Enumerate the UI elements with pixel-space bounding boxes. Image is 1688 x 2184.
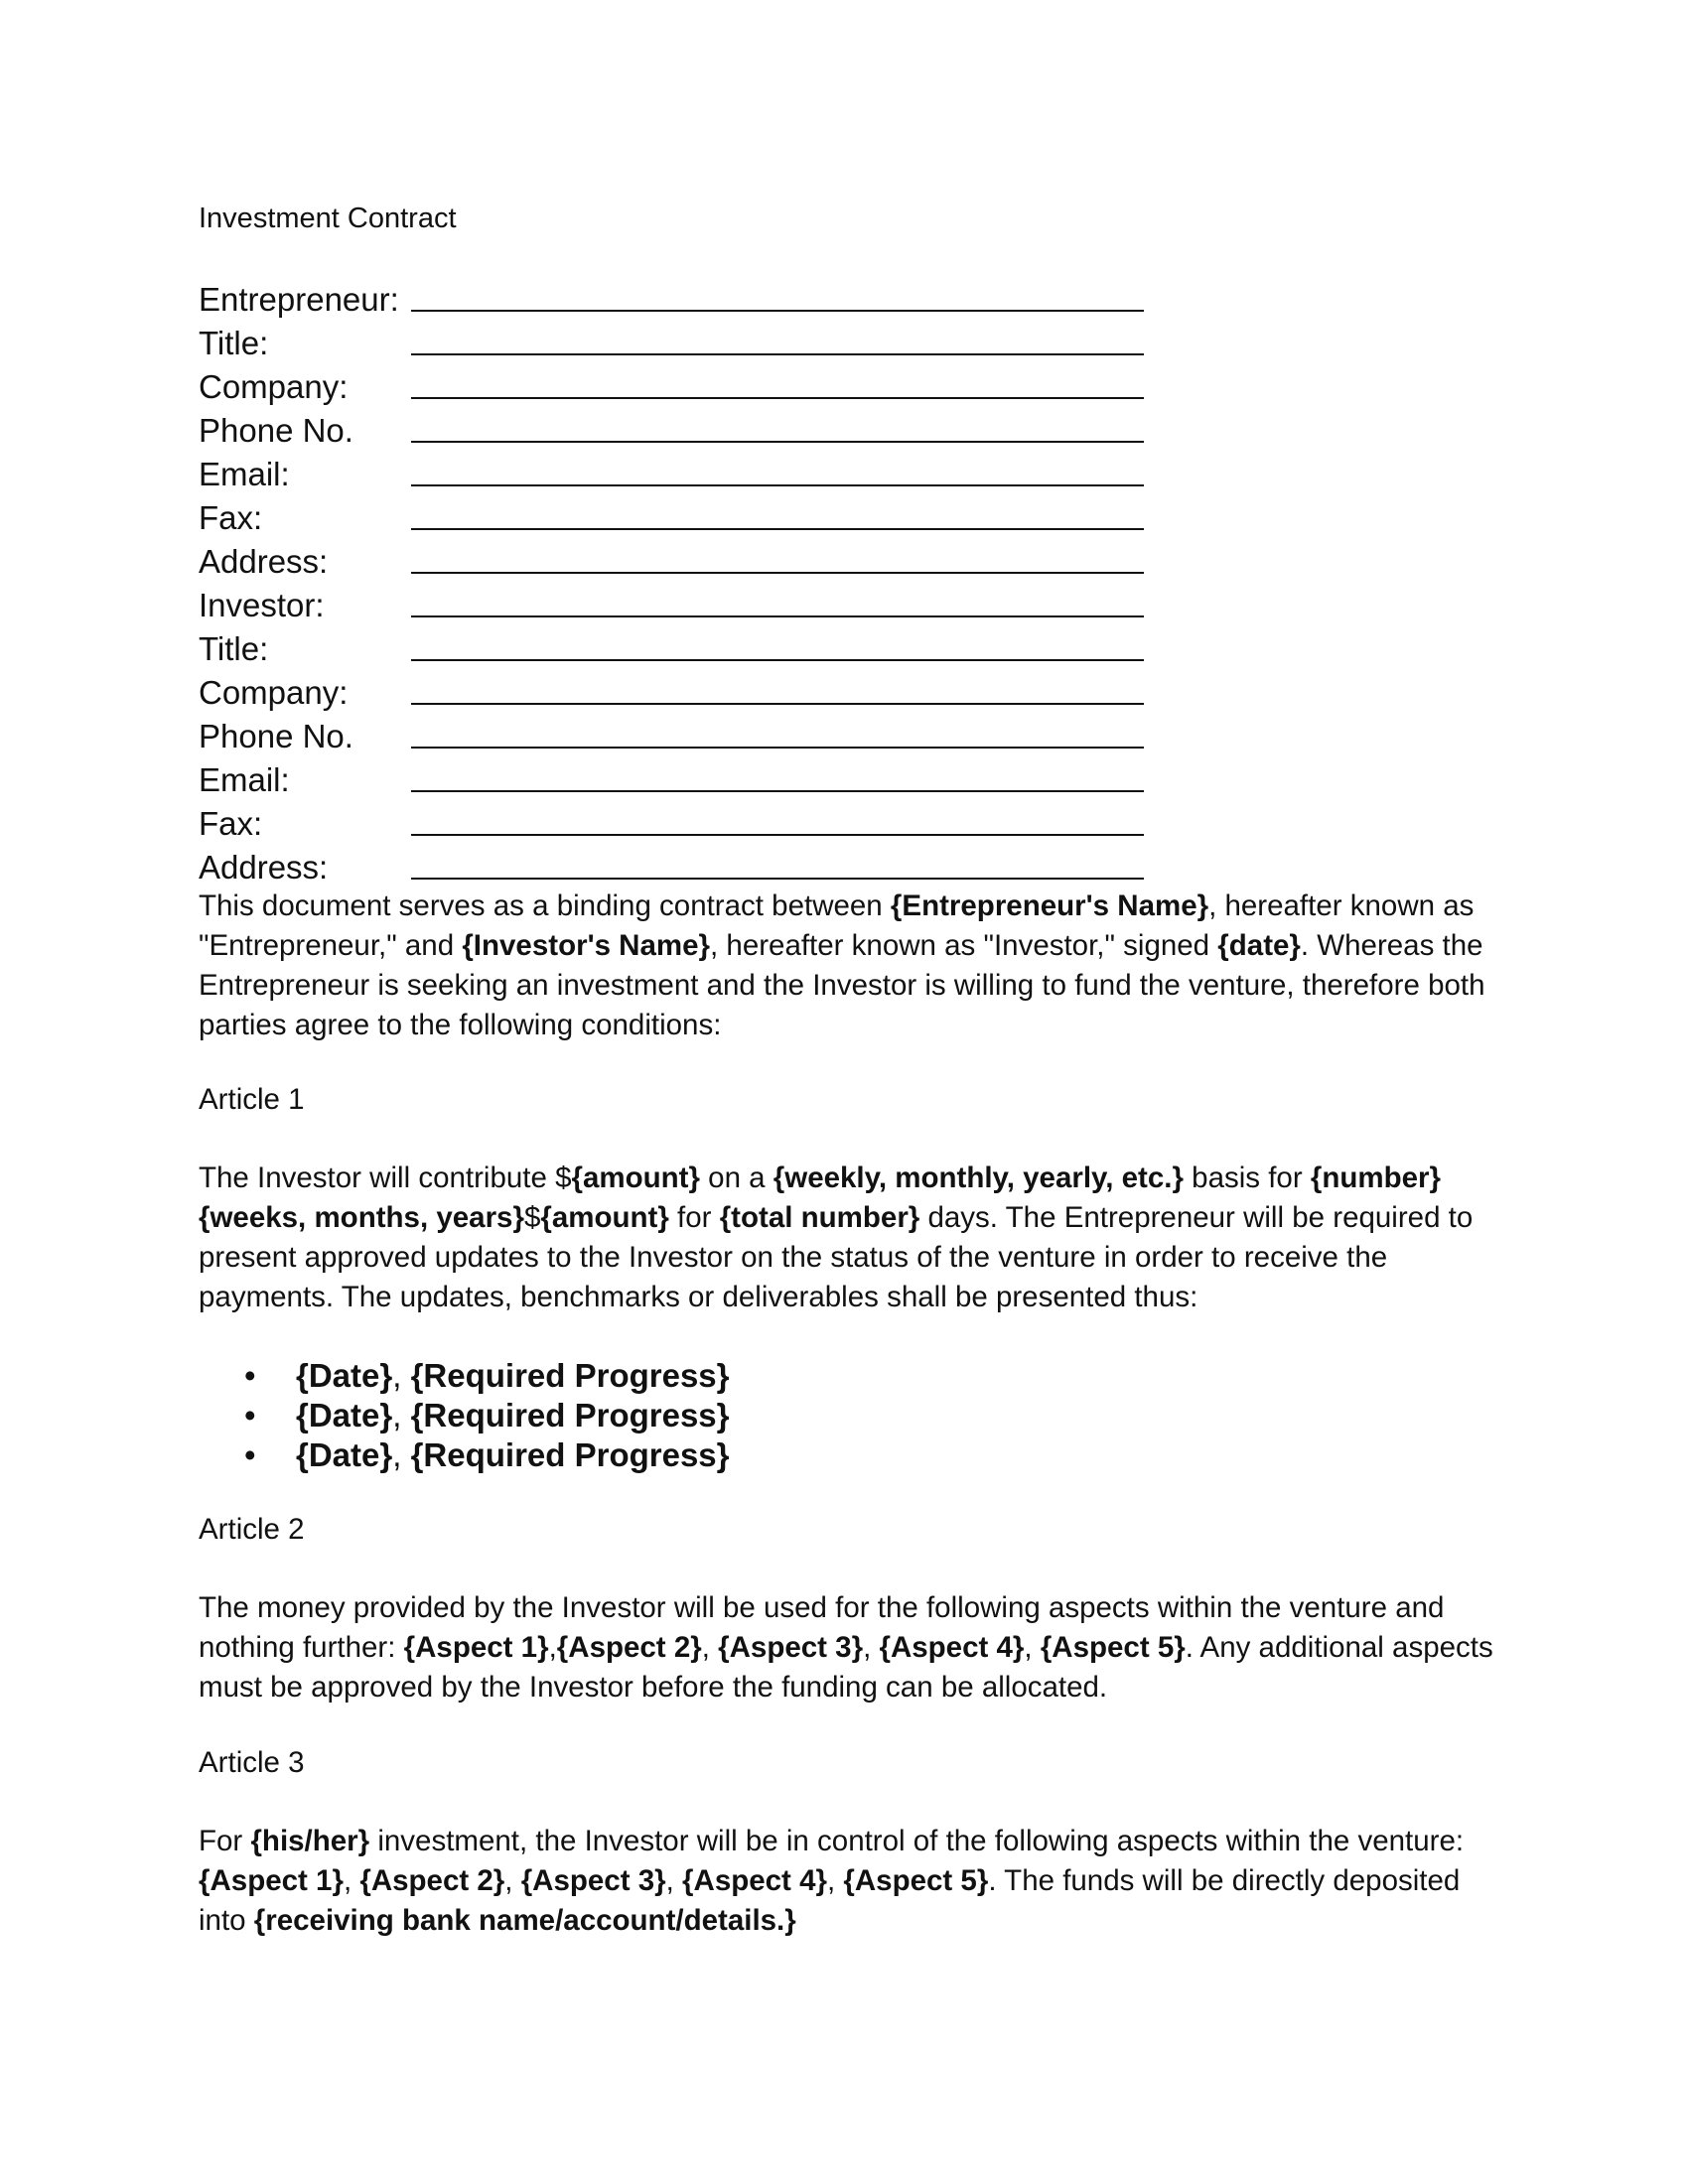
article-1-text-1: The Investor will contribute $ [199, 1161, 572, 1194]
article-1-paragraph [199, 1159, 1499, 1317]
article-2-text [199, 1588, 1499, 1707]
separator: , [392, 1397, 411, 1433]
placeholder-aspect-1: {Aspect 1} [199, 1864, 344, 1897]
field-blank-line[interactable] [411, 615, 1144, 617]
placeholder-aspect-4: {Aspect 4} [682, 1864, 827, 1897]
article-3-text-2: investment, the Investor will be in control of the following aspects within the venture: [369, 1825, 1465, 1857]
bullet-icon: • [244, 1397, 256, 1433]
separator: , [392, 1357, 411, 1394]
intro-paragraph [199, 887, 1499, 1045]
placeholder-aspect-1: {Aspect 1} [403, 1631, 549, 1664]
intro-text-1: This document serves as a binding contract between [199, 889, 891, 922]
field-blank-line[interactable] [411, 659, 1144, 661]
field-label: Entrepreneur: [199, 281, 399, 318]
article-1-heading: Article 1 [199, 1083, 305, 1116]
progress-entry [296, 1435, 730, 1475]
separator: , [504, 1864, 521, 1897]
placeholder-date: {Date} [296, 1357, 393, 1394]
article-1-text-7: days. The Entrepreneur will be required to present approved updates to the Investor on the status of the venture in order to receive the payments. The updates, benchmarks or deliverables shall be presented thus: [199, 1201, 1474, 1313]
article-3-paragraph [199, 1822, 1499, 1941]
field-entrepreneur-company [199, 367, 1152, 411]
field-investor [199, 586, 1152, 629]
field-label: Title: [199, 630, 269, 667]
bullet-icon: • [244, 1436, 256, 1473]
field-label: Address: [199, 849, 329, 886]
placeholder-entrepreneur-name: {Entrepreneur's Name} [890, 889, 1209, 922]
field-label: Fax: [199, 805, 263, 842]
placeholder-total-number: {total number} [719, 1201, 920, 1234]
intro-text-2: , hereafter known as "Entrepreneur," and [199, 889, 1475, 962]
field-entrepreneur-title [199, 324, 1152, 367]
placeholder-investor-name: {Investor's Name} [462, 929, 711, 962]
placeholder-bank-details: {receiving bank name/account/details.} [253, 1904, 796, 1937]
placeholder-period: {weeks, months, years} [199, 1201, 524, 1234]
placeholder-progress: {Required Progress} [410, 1357, 730, 1394]
placeholder-progress: {Required Progress} [410, 1436, 730, 1473]
field-blank-line[interactable] [411, 703, 1144, 705]
field-label: Title: [199, 325, 269, 361]
field-investor-fax [199, 804, 1152, 848]
field-entrepreneur [199, 280, 1152, 324]
field-label: Company: [199, 368, 349, 405]
article-3-heading: Article 3 [199, 1746, 305, 1779]
placeholder-aspect-2: {Aspect 2} [556, 1631, 702, 1664]
field-blank-line[interactable] [411, 484, 1144, 486]
document-title: Investment Contract [199, 203, 457, 234]
intro-text-4: . Whereas the Entrepreneur is seeking an investment and the Investor is willing to fund the venture, therefore both parties agree to the following conditions: [199, 929, 1485, 1041]
field-entrepreneur-address [199, 542, 1152, 586]
placeholder-number: {number} [1310, 1161, 1441, 1194]
article-1-text-2: on a [699, 1161, 774, 1194]
article-2-text-1: The money provided by the Investor will be used for the following aspects within the venture and nothing further: [199, 1591, 1445, 1664]
placeholder-amount-2: {amount} [540, 1201, 669, 1234]
article-1-text-3: basis for [1183, 1161, 1311, 1194]
field-label: Phone No. [199, 412, 353, 449]
article-2-text-6: . Any additional aspects must be approved by the Investor before the funding can be allocated. [199, 1631, 1493, 1704]
field-blank-line[interactable] [411, 572, 1144, 574]
field-label: Company: [199, 674, 349, 711]
field-entrepreneur-phone [199, 411, 1152, 455]
field-entrepreneur-email [199, 455, 1152, 498]
field-label: Investor: [199, 587, 325, 623]
field-entrepreneur-fax [199, 498, 1152, 542]
article-1-text-6: for [668, 1201, 720, 1234]
placeholder-aspect-3: {Aspect 3} [520, 1864, 666, 1897]
placeholder-aspect-2: {Aspect 2} [359, 1864, 505, 1897]
placeholder-aspect-3: {Aspect 3} [718, 1631, 864, 1664]
field-label: Email: [199, 456, 290, 492]
field-investor-address [199, 848, 1152, 891]
placeholder-aspect-5: {Aspect 5} [1040, 1631, 1186, 1664]
field-investor-title [199, 629, 1152, 673]
field-blank-line[interactable] [411, 790, 1144, 792]
placeholder-aspect-4: {Aspect 4} [879, 1631, 1025, 1664]
placeholder-date: {Date} [296, 1397, 393, 1433]
field-investor-email [199, 760, 1152, 804]
separator: , [701, 1631, 719, 1664]
separator: , [392, 1436, 411, 1473]
field-label: Address: [199, 543, 329, 580]
field-blank-line[interactable] [411, 878, 1144, 880]
article-1-text-5: $ [523, 1201, 541, 1234]
placeholder-date: {date} [1217, 929, 1301, 962]
separator: , [343, 1864, 360, 1897]
field-investor-phone [199, 717, 1152, 760]
party-fields [199, 280, 1152, 891]
bullet-icon: • [244, 1357, 256, 1394]
intro-text-3: , hereafter known as "Investor," signed [710, 929, 1218, 962]
separator: , [863, 1631, 880, 1664]
placeholder-progress: {Required Progress} [410, 1397, 730, 1433]
separator: , [826, 1864, 844, 1897]
field-blank-line[interactable] [411, 310, 1144, 312]
field-blank-line[interactable] [411, 834, 1144, 836]
article-2-paragraph [199, 1588, 1499, 1707]
placeholder-pronoun: {his/her} [250, 1825, 370, 1857]
field-investor-company [199, 673, 1152, 717]
field-blank-line[interactable] [411, 528, 1144, 530]
separator: , [1024, 1631, 1041, 1664]
field-blank-line[interactable] [411, 441, 1144, 443]
article-1-text [199, 1159, 1499, 1317]
separator: , [665, 1864, 683, 1897]
field-label: Phone No. [199, 718, 353, 754]
progress-entry [296, 1356, 730, 1396]
placeholder-frequency: {weekly, monthly, yearly, etc.} [773, 1161, 1184, 1194]
article-3-text-7: . The funds will be directly deposited into [199, 1864, 1461, 1937]
article-3-text [199, 1822, 1499, 1941]
intro-text [199, 887, 1499, 1045]
article-3-text-1: For [199, 1825, 251, 1857]
placeholder-amount: {amount} [571, 1161, 700, 1194]
progress-entry [296, 1396, 730, 1435]
separator: , [548, 1631, 557, 1664]
field-blank-line[interactable] [411, 353, 1144, 355]
placeholder-date: {Date} [296, 1436, 393, 1473]
field-blank-line[interactable] [411, 747, 1144, 749]
placeholder-aspect-5: {Aspect 5} [843, 1864, 989, 1897]
article-2-heading: Article 2 [199, 1513, 305, 1546]
field-label: Email: [199, 761, 290, 798]
field-label: Fax: [199, 499, 263, 536]
field-blank-line[interactable] [411, 397, 1144, 399]
